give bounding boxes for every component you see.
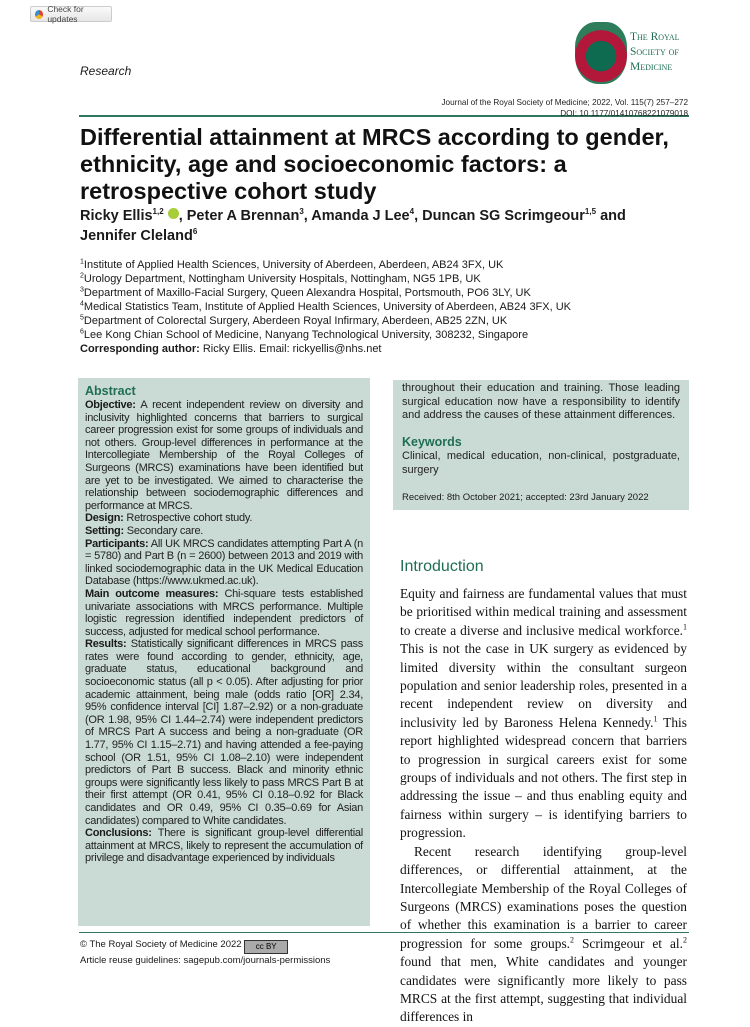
received-dates: Received: 8th October 2021; accepted: 23rd January 2022 — [402, 491, 649, 503]
author[interactable]: Ricky Ellis$^{1,2}$ — [80, 207, 164, 224]
doi[interactable]: DOI: 10.1177/01410768221079018 — [560, 109, 688, 118]
affiliation: $^3$Department of Maxillo-Facial Surgery, Queen Alexandra Hospital, Portsmouth, PO6 3LY, UK — [80, 286, 531, 299]
keywords: Clinical, medical education, non-clinical, postgraduate, surgery — [402, 450, 680, 476]
orcid-icon[interactable] — [168, 208, 179, 219]
citation-link[interactable]: 1 — [683, 622, 687, 632]
abstract-box — [78, 378, 370, 926]
logo-text: The Royal Society of Medicine — [630, 31, 680, 73]
abstract-design: Design: Retrospective cohort study. — [85, 512, 253, 525]
citation-link[interactable]: 1 — [653, 714, 658, 724]
introduction-body — [400, 585, 687, 1027]
abstract-results: Results: Statistically significant differences in MRCS pass rates were found according to gender, ethnicity, age, graduate status, educational background and socioeconomic status (all p < 0.05). After adjusting for prior academic attainment, being male (odds ratio [OR] 2.34, 95% confidence interval [CI] 1.87–2.92) or a non-graduate (OR 1.98, 95% CI 1.44–2.74) were independent predictors of MRCS Part A success and being a non-graduate (OR 1.77, 95% CI 1.15–2.71) and having attended a fee-paying school (OR 1.51, 95% CI 1.08–2.10) were independent predictors of Part B success. Black and minority ethnic groups were significantly less likely to pass MRCS Part B at their first attempt (OR 0.41, 95% CI 0.18–0.92 for Black candidates and OR 0.49, 95% CI 0.35–0.69 for Asian candidates) compared to White candidates. — [85, 638, 363, 827]
author[interactable]: Peter A Brennan$^3$ — [186, 207, 304, 224]
reuse-guidelines[interactable]: Article reuse guidelines: sagepub.com/journals-permissions — [80, 955, 331, 966]
footer — [80, 938, 330, 967]
crest-icon — [575, 22, 627, 84]
check-for-updates-button[interactable] — [30, 6, 112, 22]
citation-link[interactable]: 2 — [570, 935, 574, 945]
crossmark-icon — [35, 10, 43, 19]
article-title: Differential attainment at MRCS according to gender, ethnicity, age and socioeconomic factors: a retrospective cohort study — [80, 124, 669, 204]
abstract-objective: Objective: A recent independent review on diversity and inclusivity highlighted concerns that barriers to surgical career progression exist for some groups of individuals and not others. Group-level differences in performance at the Intercollegiate Membership of the Royal Colleges of Surgeons (MRCS) examinations have been identified but are yet to be investigated. We aimed to characterise the relationship between sociodemographic differences and performance at MRCS. — [85, 399, 363, 512]
keywords-heading: Keywords — [402, 435, 462, 450]
footer-rule — [79, 932, 689, 933]
abstract-participants: Participants: All UK MRCS candidates attempting Part A (n = 5780) and Part B (n = 2600) between 2013 and 2019 with linked sociodemographic data in the UK Medical Education Database (https://www.ukmed.ac.uk). — [85, 537, 363, 588]
cc-by-license-icon[interactable]: cc BY — [244, 940, 288, 954]
abstract-outcomes: Main outcome measures: Chi-square tests established univariate associations with MRCS performance. Multiple logistic regression identified independent predictors of success, adjusted for medical school performance. — [85, 587, 364, 638]
author[interactable]: Duncan SG Scrimgeour$^{1,5}$ — [422, 207, 597, 224]
author[interactable]: Amanda J Lee$^4$ — [311, 207, 415, 224]
affiliations — [80, 258, 571, 356]
affiliation: $^6$Lee Kong Chian School of Medicine, Nanyang Technological University, 308232, Singapore — [80, 328, 529, 341]
paragraph: Recent research identifying group-level differences, or differential attainment, at the Intercollegiate Membership of the Royal Colleges of Surgeons (MRCS) examinations poses the question of whether this examination is a barrier to career progression for some groups.$^2$ Scrimgeour et al.$^2$ found that men, White candidates and younger candidates were significantly more likely to pass MRCS at the first attempt, suggesting that individual differences in — [400, 843, 687, 1025]
abstract-heading: Abstract — [85, 384, 136, 398]
introduction-heading: Introduction — [400, 558, 484, 575]
abstract-continued: throughout their education and training. Those leading surgical education now have a responsibility to identify and address the causes of these attainment differences. — [402, 382, 680, 422]
citation-link[interactable]: 2 — [683, 935, 687, 945]
corresponding-author: Corresponding author: Ricky Ellis. Email: rickyellis@nhs.net — [80, 343, 382, 355]
affiliation: $^5$Department of Colorectal Surgery, Aberdeen Royal Infirmary, Aberdeen, AB25 2ZN, UK — [80, 314, 508, 327]
check-updates-label: Check for updates — [47, 4, 84, 24]
affiliation: $^1$Institute of Applied Health Sciences, University of Aberdeen, Aberdeen, AB24 3FX, UK — [80, 258, 504, 271]
author[interactable]: Jennifer Cleland$^6$ — [80, 227, 198, 244]
paragraph: Equity and fairness are fundamental values that must be prioritised within medical training and assessment to create a diverse and inclusive medical workforce.$^1$ This is not the case in UK surgery as evidenced by limited diversity within the consultant surgeon population and senior leadership roles, presented in a recent independent review on diversity and inclusivity led by Baroness Helena Kennedy.$^1$ This report highlighted widespread concern that barriers to progression in surgical careers exist for some groups of individuals and not others. The first step in addressing the issue – and thus enabling equity and fairness within surgery – is identifying barriers to progression. — [400, 586, 687, 841]
affiliation: $^4$Medical Statistics Team, Institute of Applied Health Sciences, University of Aberdeen, AB24 3FX, UK — [80, 300, 572, 313]
abstract-conclusions: Conclusions: There is significant group-level differential attainment at MRCS, likely to represent the accumulation of privilege and disadvantage experienced by individuals — [85, 827, 363, 865]
journal-reference — [441, 97, 688, 119]
author-list: Ricky Ellis$^{1,2}$ , Peter A Brennan$^3$, Amanda J Lee$^4$, Duncan SG Scrimgeour$^{1,5}$ and Jennifer Cleland$^6$ — [80, 207, 626, 244]
abstract-setting: Setting: Secondary care. — [85, 524, 204, 537]
abstract-continued-box — [393, 380, 689, 510]
affiliation: $^2$Urology Department, Nottingham University Hospitals, Nottingham, NG5 1PB, UK — [80, 272, 481, 285]
section-label: Research — [80, 64, 132, 78]
copyright: © The Royal Society of Medicine 2022 — [80, 939, 242, 950]
journal-citation: Journal of the Royal Society of Medicine; 2022, Vol. 115(7) 257–272 — [441, 98, 688, 107]
